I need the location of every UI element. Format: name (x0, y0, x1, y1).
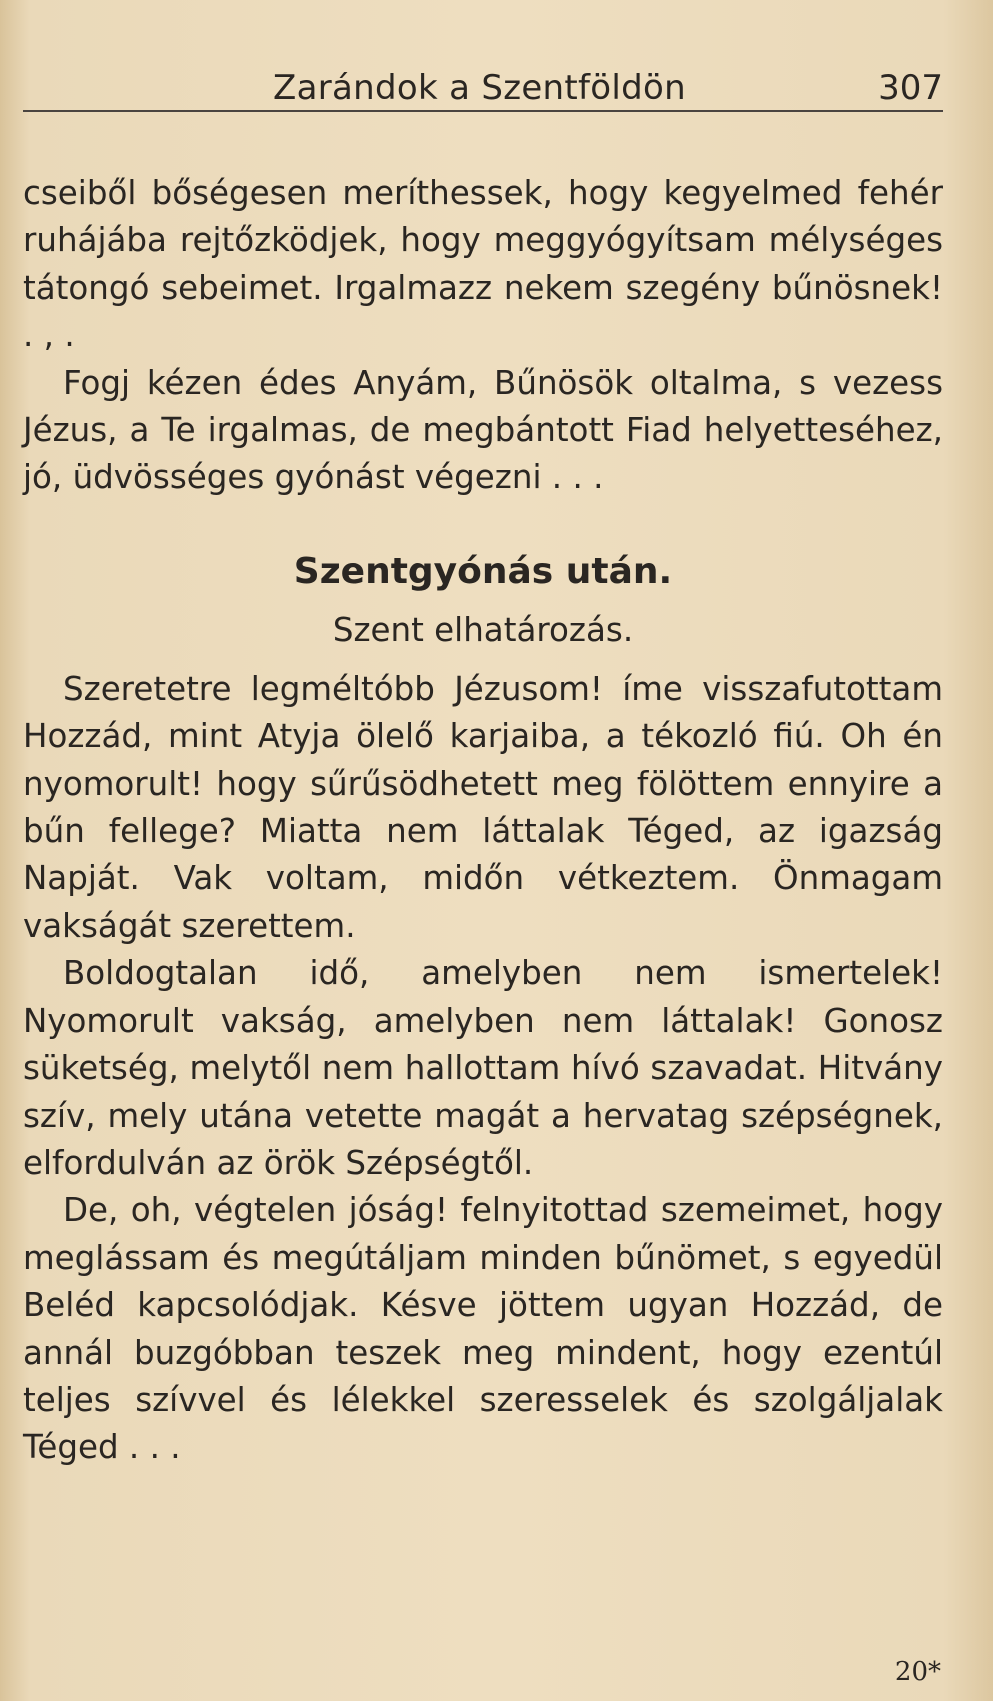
paragraph: Szeretetre legméltóbb Jézusom! íme visszafutottam Hozzád, mint Atyja ölelő karjaiba, a tékozló fiú. Oh én nyomorult! hogy sűrűsödhetett meg fölöttem ennyire a bűn fellege? Miatta nem láttalak Téged, az igazság Napját. Vak voltam, midőn vétkeztem. Önmagam vakságát szerettem. (23, 669, 943, 945)
page-body (23, 170, 943, 1472)
section-subheading: Szent elhatározás. (332, 610, 634, 649)
paragraph: Fogj kézen édes Anyám, Bűnösök oltalma, s vezess Jézus, a Te irgalmas, de megbántott Fiad helyetteséhez, jó, üdvösséges gyónást végezni . . . (23, 363, 943, 497)
signature-mark: 20* (894, 1657, 941, 1687)
section-heading: Szentgyónás után. (293, 550, 673, 592)
paragraph: Boldogtalan idő, amelyben nem ismertelek! Nyomorult vakság, amelyben nem láttalak! Gonosz süketség, melytől nem hallottam hívó szavadat. Hitvány szív, mely utána vetette magát a hervatag szépségnek, elfordulván az örök Szépségtől. (23, 954, 943, 1182)
page-number: 307 (878, 68, 943, 108)
page-header (23, 60, 943, 112)
paragraph: cseiből bőségesen meríthessek, hogy kegyelmed fehér ruhájába rejtőzködjek, hogy meggyógyítsam mélységes tátongó sebeimet. Irgalmazz nekem szegény bűnösnek! . , . (23, 174, 943, 355)
paragraph: De, oh, végtelen jóság! felnyitottad szemeimet, hogy meglássam és megútáljam minden bűnömet, s egyedül Beléd kapcsolódjak. Késve jöttem ugyan Hozzád, de annál buzgóbban teszek meg mindent, hogy ezentúl teljes szívvel és lélekkel szeresselek és szolgáljalak Téged . . . (23, 1191, 943, 1467)
running-title: Zarándok a Szentföldön (273, 68, 686, 108)
